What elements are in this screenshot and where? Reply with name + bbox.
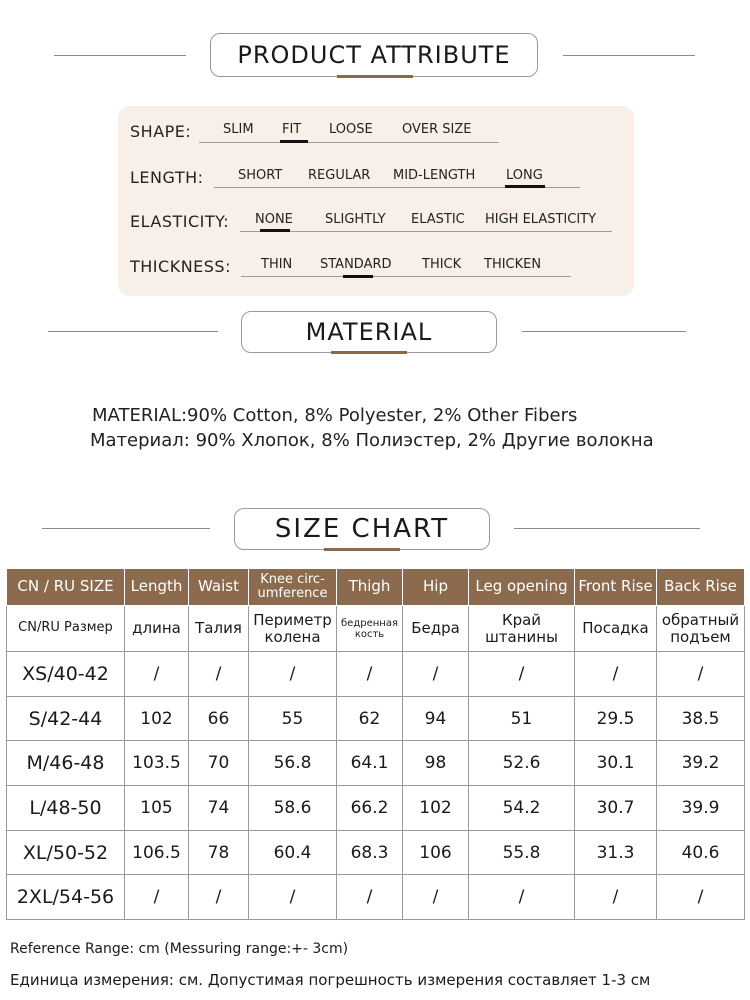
- table-header-row: [7, 569, 745, 606]
- title-accent-bar: [324, 548, 400, 551]
- attr-divider: [241, 276, 571, 277]
- size-chart-title: [234, 508, 490, 550]
- size-cell: M/46-48: [7, 741, 125, 786]
- size-chart-title-text: SIZE CHART: [274, 514, 450, 544]
- column-subheader: Талия: [189, 606, 249, 652]
- table-body: [7, 652, 745, 920]
- measurement-cell: 102: [403, 786, 469, 831]
- measurement-cell: /: [189, 875, 249, 920]
- attr-option: THIN: [261, 257, 293, 272]
- column-header: Length: [125, 569, 189, 606]
- attr-divider: [199, 142, 499, 143]
- measurement-cell: 64.1: [337, 741, 403, 786]
- measurement-cell: 51: [469, 696, 575, 741]
- column-header: CN / RU SIZE: [7, 569, 125, 606]
- measurement-cell: 102: [125, 696, 189, 741]
- measurement-cell: 106.5: [125, 830, 189, 875]
- measurement-cell: 103.5: [125, 741, 189, 786]
- attr-option: ELASTIC: [411, 212, 465, 227]
- table-row: [7, 652, 745, 697]
- measurement-cell: 54.2: [469, 786, 575, 831]
- column-subheader: Край штанины: [469, 606, 575, 652]
- reference-range-ru: Единица измерения: см. Допустимая погрешность измерения составляет 1-3 см: [10, 971, 651, 989]
- material-russian: Материал: 90% Хлопок, 8% Полиэстер, 2% Другие волокна: [90, 430, 654, 451]
- column-header: Hip: [403, 569, 469, 606]
- measurement-cell: 38.5: [657, 696, 745, 741]
- material-english: MATERIAL:90% Cotton, 8% Polyester, 2% Other Fibers: [92, 405, 578, 426]
- product-attribute-title: [210, 33, 538, 77]
- measurement-cell: /: [575, 652, 657, 697]
- measurement-cell: 31.3: [575, 830, 657, 875]
- measurement-cell: /: [403, 875, 469, 920]
- attr-option: THICKEN: [484, 257, 542, 272]
- measurement-cell: /: [249, 875, 337, 920]
- attr-option-selected: NONE: [255, 212, 293, 227]
- measurement-cell: 66.2: [337, 786, 403, 831]
- measurement-cell: 68.3: [337, 830, 403, 875]
- attr-option: MID-LENGTH: [393, 168, 476, 183]
- measurement-cell: /: [403, 652, 469, 697]
- column-subheader: длина: [125, 606, 189, 652]
- material-title: [241, 311, 497, 353]
- measurement-cell: 62: [337, 696, 403, 741]
- table-row: [7, 875, 745, 920]
- measurement-cell: 39.2: [657, 741, 745, 786]
- header-rule-left: [48, 331, 218, 332]
- table-row: [7, 786, 745, 831]
- attr-divider: [240, 231, 612, 232]
- measurement-cell: 66: [189, 696, 249, 741]
- column-subheader: обратный подъем: [657, 606, 745, 652]
- measurement-cell: /: [189, 652, 249, 697]
- attr-label-length: LENGTH:: [130, 168, 204, 187]
- title-accent-bar: [337, 75, 413, 78]
- size-cell: 2XL/54-56: [7, 875, 125, 920]
- measurement-cell: 105: [125, 786, 189, 831]
- measurement-cell: /: [337, 652, 403, 697]
- column-subheader: CN/RU Размер: [7, 606, 125, 652]
- measurement-cell: /: [469, 875, 575, 920]
- attr-option: REGULAR: [308, 168, 371, 183]
- title-accent-bar: [331, 351, 407, 354]
- table-row: [7, 741, 745, 786]
- column-subheader: Периметр колена: [249, 606, 337, 652]
- attr-option: OVER SIZE: [402, 122, 472, 137]
- header-rule-right: [563, 55, 695, 56]
- attr-option-selected: STANDARD: [320, 257, 392, 272]
- measurement-cell: 106: [403, 830, 469, 875]
- measurement-cell: 94: [403, 696, 469, 741]
- attr-option: LOOSE: [329, 122, 373, 137]
- size-chart-table: [6, 568, 745, 920]
- attr-label-thickness: THICKNESS:: [130, 257, 231, 276]
- header-rule-left: [54, 55, 186, 56]
- selected-indicator: [343, 275, 373, 278]
- measurement-cell: /: [469, 652, 575, 697]
- measurement-cell: 55: [249, 696, 337, 741]
- attr-option: SLIGHTLY: [325, 212, 386, 227]
- measurement-cell: 58.6: [249, 786, 337, 831]
- column-header: Back Rise: [657, 569, 745, 606]
- measurement-cell: 56.8: [249, 741, 337, 786]
- selected-indicator: [280, 140, 308, 143]
- column-header: Front Rise: [575, 569, 657, 606]
- header-rule-right: [522, 331, 686, 332]
- attr-option: SLIM: [223, 122, 254, 137]
- measurement-cell: /: [125, 875, 189, 920]
- selected-indicator: [260, 229, 290, 232]
- table-row: [7, 830, 745, 875]
- column-header: Thigh: [337, 569, 403, 606]
- size-cell: XL/50-52: [7, 830, 125, 875]
- selected-indicator: [505, 185, 545, 188]
- measurement-cell: /: [337, 875, 403, 920]
- column-subheader: бедренная кость: [337, 606, 403, 652]
- table-row: [7, 696, 745, 741]
- measurement-cell: 74: [189, 786, 249, 831]
- column-header: Leg opening: [469, 569, 575, 606]
- measurement-cell: 98: [403, 741, 469, 786]
- measurement-cell: 39.9: [657, 786, 745, 831]
- product-attribute-title-text: PRODUCT ATTRIBUTE: [237, 41, 511, 69]
- measurement-cell: /: [657, 875, 745, 920]
- table-subheader-row: [7, 606, 745, 652]
- size-cell: XS/40-42: [7, 652, 125, 697]
- material-title-text: MATERIAL: [305, 318, 433, 346]
- column-subheader: Посадка: [575, 606, 657, 652]
- attr-option: HIGH ELASTICITY: [485, 212, 597, 227]
- measurement-cell: 70: [189, 741, 249, 786]
- measurement-cell: /: [657, 652, 745, 697]
- header-rule-left: [42, 528, 210, 529]
- column-header: Knee circ-umference: [249, 569, 337, 606]
- measurement-cell: 30.7: [575, 786, 657, 831]
- attr-label-shape: SHAPE:: [130, 122, 192, 141]
- column-header: Waist: [189, 569, 249, 606]
- column-subheader: Бедра: [403, 606, 469, 652]
- size-cell: S/42-44: [7, 696, 125, 741]
- measurement-cell: 40.6: [657, 830, 745, 875]
- attr-option-selected: FIT: [282, 122, 302, 137]
- measurement-cell: /: [575, 875, 657, 920]
- attr-label-elasticity: ELASTICITY:: [130, 212, 230, 231]
- size-cell: L/48-50: [7, 786, 125, 831]
- attr-option: THICK: [422, 257, 462, 272]
- measurement-cell: 78: [189, 830, 249, 875]
- attr-option-selected: LONG: [506, 168, 543, 183]
- measurement-cell: /: [249, 652, 337, 697]
- measurement-cell: 60.4: [249, 830, 337, 875]
- header-rule-right: [514, 528, 700, 529]
- measurement-cell: /: [125, 652, 189, 697]
- reference-range-en: Reference Range: cm (Messuring range:+- 3cm): [10, 941, 349, 957]
- measurement-cell: 29.5: [575, 696, 657, 741]
- measurement-cell: 55.8: [469, 830, 575, 875]
- measurement-cell: 52.6: [469, 741, 575, 786]
- attr-option: SHORT: [238, 168, 283, 183]
- measurement-cell: 30.1: [575, 741, 657, 786]
